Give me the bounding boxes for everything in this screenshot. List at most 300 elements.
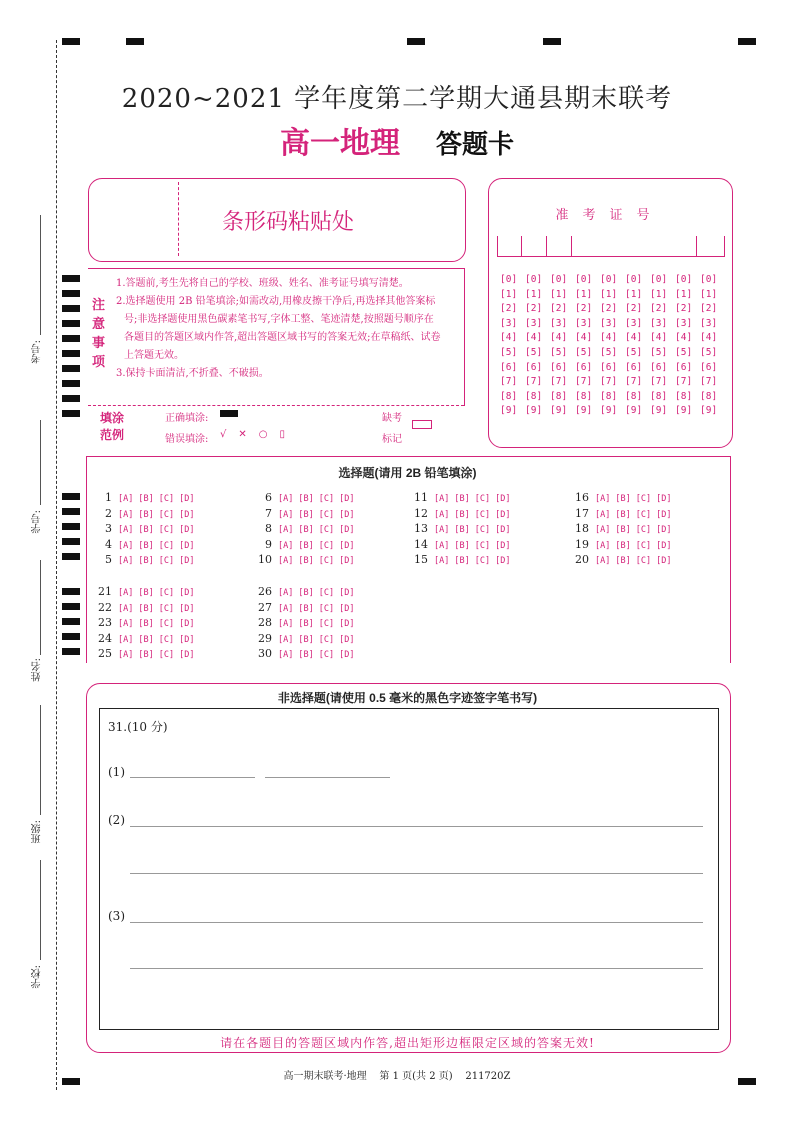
- mcq-question: [414, 491, 515, 504]
- option-bubble[interactable]: [A]: [118, 619, 134, 629]
- mcq-question: [98, 585, 199, 598]
- option-bubble[interactable]: [D]: [656, 494, 672, 504]
- id-digit-bubble[interactable]: [8]: [625, 390, 643, 402]
- id-digit-bubble[interactable]: [6]: [675, 361, 693, 373]
- option-bubble[interactable]: [A]: [278, 588, 294, 598]
- option-bubble[interactable]: [C]: [474, 525, 491, 535]
- option-bubble[interactable]: [A]: [118, 634, 134, 645]
- id-digit-bubble[interactable]: [5]: [575, 347, 593, 358]
- timing-mark: [62, 538, 80, 545]
- option-bubble[interactable]: [A]: [118, 603, 134, 614]
- timing-mark: [126, 38, 144, 45]
- option-bubble[interactable]: [B]: [298, 603, 314, 614]
- note-item: 1.答题前,考生先将自己的学校、班级、姓名、准考证号填写清楚。: [116, 278, 409, 289]
- id-digit-bubble[interactable]: [3]: [625, 317, 643, 329]
- option-bubble[interactable]: [B]: [298, 494, 314, 504]
- id-digit-bubble[interactable]: [7]: [525, 376, 543, 388]
- notes-heading-char: 事: [92, 336, 106, 351]
- option-bubble[interactable]: [B]: [298, 509, 314, 520]
- id-digit-bubble[interactable]: [8]: [500, 390, 518, 402]
- id-digit-bubble[interactable]: [0]: [550, 274, 568, 285]
- timing-mark: [62, 38, 80, 45]
- option-bubble[interactable]: [D]: [656, 556, 672, 566]
- id-column-divider: [521, 236, 522, 256]
- option-bubble[interactable]: [B]: [298, 540, 314, 551]
- timing-mark: [62, 320, 80, 327]
- id-digit-bubble[interactable]: [1]: [500, 288, 518, 300]
- option-bubble[interactable]: [C]: [318, 619, 335, 629]
- option-bubble[interactable]: [C]: [474, 556, 491, 566]
- notes-heading-char: 项: [92, 355, 106, 370]
- id-digit-bubble[interactable]: [9]: [625, 405, 643, 417]
- id-digit-bubble[interactable]: [7]: [700, 376, 718, 388]
- id-digit-bubble[interactable]: [3]: [600, 317, 618, 329]
- option-bubble[interactable]: [C]: [158, 650, 175, 660]
- id-digit-bubble[interactable]: [6]: [625, 361, 643, 373]
- option-bubble[interactable]: [D]: [656, 509, 672, 520]
- option-bubble[interactable]: [B]: [138, 540, 154, 551]
- answer-line[interactable]: [265, 777, 390, 778]
- id-digit-bubble[interactable]: [2]: [650, 303, 668, 315]
- id-digit-bubble[interactable]: [1]: [675, 288, 693, 300]
- id-digit-bubble[interactable]: [9]: [525, 405, 543, 417]
- id-digit-bubble[interactable]: [6]: [575, 361, 593, 373]
- mcq-question: [258, 601, 359, 614]
- id-digit-bubble[interactable]: [9]: [575, 405, 593, 417]
- id-column-divider: [546, 236, 547, 256]
- id-digit-bubble[interactable]: [1]: [650, 288, 668, 300]
- id-digit-bubble[interactable]: [8]: [525, 390, 543, 402]
- timing-mark: [62, 275, 80, 282]
- mcq-question: [575, 491, 676, 504]
- option-bubble[interactable]: [C]: [158, 603, 175, 614]
- option-bubble[interactable]: [B]: [138, 619, 154, 629]
- question-number: 4: [105, 537, 112, 551]
- id-digit-bubble[interactable]: [1]: [700, 288, 718, 300]
- id-digit-bubble[interactable]: [0]: [675, 274, 693, 285]
- option-bubble[interactable]: [A]: [278, 556, 294, 566]
- option-bubble[interactable]: [C]: [318, 556, 335, 566]
- option-bubble[interactable]: [A]: [434, 556, 450, 566]
- id-digit-bubble[interactable]: [2]: [525, 303, 543, 315]
- id-digit-bubble[interactable]: [7]: [550, 376, 568, 388]
- option-bubble[interactable]: [D]: [656, 540, 672, 551]
- option-bubble[interactable]: [C]: [158, 619, 175, 629]
- option-bubble[interactable]: [D]: [179, 619, 195, 629]
- option-bubble[interactable]: [D]: [179, 494, 195, 504]
- timing-mark: [62, 553, 80, 560]
- option-bubble[interactable]: [B]: [138, 634, 154, 645]
- option-bubble[interactable]: [B]: [298, 634, 314, 645]
- timing-mark: [543, 38, 561, 45]
- timing-mark: [62, 350, 80, 357]
- id-digit-bubble[interactable]: [7]: [500, 376, 518, 388]
- option-bubble[interactable]: [D]: [339, 556, 355, 566]
- option-bubble[interactable]: [C]: [318, 525, 335, 535]
- timing-mark: [62, 380, 80, 387]
- id-digit-bubble[interactable]: [0]: [575, 274, 593, 285]
- absent-label: 缺考: [382, 413, 402, 424]
- partial-icon: ▯: [279, 429, 298, 440]
- option-bubble[interactable]: [B]: [454, 556, 470, 566]
- option-bubble[interactable]: [B]: [138, 509, 154, 520]
- option-bubble[interactable]: [D]: [179, 540, 195, 551]
- option-bubble[interactable]: [A]: [278, 650, 294, 660]
- id-digit-bubble[interactable]: [8]: [575, 390, 593, 402]
- id-digit-bubble[interactable]: [5]: [525, 347, 543, 358]
- option-bubble[interactable]: [B]: [615, 509, 631, 520]
- option-bubble[interactable]: [A]: [595, 494, 611, 504]
- id-digit-bubble[interactable]: [3]: [550, 317, 568, 329]
- side-line: [40, 420, 41, 505]
- side-label-class: 班级:: [32, 820, 43, 844]
- answer-line[interactable]: [130, 777, 255, 778]
- id-digit-bubble[interactable]: [9]: [500, 405, 518, 417]
- id-digit-bubble[interactable]: [5]: [675, 347, 693, 358]
- id-digit-bubble[interactable]: [8]: [600, 390, 618, 402]
- option-bubble[interactable]: [D]: [179, 509, 195, 520]
- answer-line[interactable]: [130, 922, 703, 923]
- option-bubble[interactable]: [C]: [635, 556, 652, 566]
- correct-fill-label: 正确填涂:: [165, 413, 209, 424]
- option-bubble[interactable]: [C]: [318, 540, 335, 551]
- id-digit-bubble[interactable]: [9]: [650, 405, 668, 417]
- wrong-fill-label: 错误填涂:: [165, 434, 209, 445]
- option-bubble[interactable]: [D]: [179, 650, 195, 660]
- question-number: 22: [98, 600, 112, 614]
- option-bubble[interactable]: [C]: [635, 540, 652, 551]
- id-digit-bubble[interactable]: [7]: [625, 376, 643, 388]
- option-bubble[interactable]: [D]: [179, 634, 195, 645]
- id-digit-bubble[interactable]: [6]: [550, 361, 568, 373]
- option-bubble[interactable]: [A]: [118, 540, 134, 551]
- id-digit-bubble[interactable]: [1]: [550, 288, 568, 300]
- option-bubble[interactable]: [A]: [595, 525, 611, 535]
- mcq-question: [98, 553, 199, 566]
- option-bubble[interactable]: [A]: [434, 509, 450, 520]
- option-bubble[interactable]: [D]: [495, 556, 511, 566]
- option-bubble[interactable]: [A]: [278, 634, 294, 645]
- option-bubble[interactable]: [B]: [454, 525, 470, 535]
- id-column-divider: [571, 236, 572, 256]
- option-bubble[interactable]: [C]: [318, 588, 335, 598]
- option-bubble[interactable]: [C]: [318, 650, 335, 660]
- timing-mark: [62, 410, 80, 417]
- option-bubble[interactable]: [D]: [339, 634, 355, 645]
- option-bubble[interactable]: [B]: [298, 556, 314, 566]
- option-bubble[interactable]: [D]: [179, 588, 195, 598]
- id-digit-bubble[interactable]: [2]: [550, 303, 568, 315]
- option-bubble[interactable]: [D]: [339, 619, 355, 629]
- id-digit-bubble[interactable]: [9]: [675, 405, 693, 417]
- id-digit-bubble[interactable]: [6]: [525, 361, 543, 373]
- mcq-question: [98, 491, 199, 504]
- answer-line[interactable]: [130, 826, 703, 827]
- option-bubble[interactable]: [A]: [434, 525, 450, 535]
- option-bubble[interactable]: [C]: [158, 509, 175, 520]
- timing-mark: [62, 603, 80, 610]
- id-digit-bubble[interactable]: [2]: [500, 303, 518, 315]
- option-bubble[interactable]: [D]: [495, 525, 511, 535]
- circle-icon: ○: [258, 429, 280, 440]
- id-digit-bubble[interactable]: [5]: [650, 347, 668, 358]
- timing-mark: [62, 395, 80, 402]
- option-bubble[interactable]: [C]: [318, 494, 335, 504]
- id-digit-bubble[interactable]: [7]: [600, 376, 618, 388]
- option-bubble[interactable]: [C]: [158, 540, 175, 551]
- option-bubble[interactable]: [B]: [298, 650, 314, 660]
- option-bubble[interactable]: [C]: [158, 588, 175, 598]
- id-digit-bubble[interactable]: [0]: [525, 274, 543, 285]
- id-digit-bubble[interactable]: [2]: [600, 303, 618, 315]
- option-bubble[interactable]: [A]: [595, 509, 611, 520]
- id-digit-bubble[interactable]: [6]: [700, 361, 718, 373]
- option-bubble[interactable]: [D]: [339, 540, 355, 551]
- id-digit-bubble[interactable]: [4]: [625, 332, 643, 344]
- question-number: 20: [575, 553, 589, 566]
- option-bubble[interactable]: [A]: [118, 509, 134, 520]
- option-bubble[interactable]: [A]: [118, 494, 134, 504]
- id-digit-bubble[interactable]: [4]: [575, 332, 593, 344]
- option-bubble[interactable]: [C]: [318, 509, 335, 520]
- q31-part1-label: (1): [108, 765, 125, 779]
- option-bubble[interactable]: [A]: [278, 603, 294, 614]
- option-bubble[interactable]: [D]: [179, 603, 195, 614]
- id-digit-bubble[interactable]: [7]: [650, 376, 668, 388]
- mcq-question: [575, 507, 676, 520]
- mcq-question: [414, 507, 515, 520]
- id-digit-bubble[interactable]: [0]: [650, 274, 668, 285]
- option-bubble[interactable]: [C]: [474, 494, 491, 504]
- id-digit-bubble[interactable]: [6]: [500, 361, 518, 373]
- id-digit-bubble[interactable]: [4]: [675, 332, 693, 344]
- id-digit-bubble[interactable]: [3]: [500, 317, 518, 329]
- question-number: 17: [575, 506, 589, 520]
- question-number: 19: [575, 537, 589, 551]
- mcq-question: [575, 522, 676, 535]
- id-digit-bubble[interactable]: [4]: [525, 332, 543, 344]
- option-bubble[interactable]: [D]: [179, 525, 195, 535]
- option-bubble[interactable]: [B]: [615, 525, 631, 535]
- wrong-fill-marks: [220, 429, 297, 440]
- option-bubble[interactable]: [D]: [339, 603, 355, 614]
- option-bubble[interactable]: [B]: [454, 509, 470, 520]
- id-digit-bubble[interactable]: [3]: [675, 317, 693, 329]
- mcq-question: [258, 507, 359, 520]
- option-bubble[interactable]: [B]: [138, 525, 154, 535]
- note-item: 号;非选择题使用黑色碳素笔书写,字体工整、笔迹清楚,按照题号顺序在: [124, 314, 434, 325]
- option-bubble[interactable]: [C]: [158, 494, 175, 504]
- question-number: 3: [105, 522, 112, 535]
- cross-icon: ✕: [238, 429, 259, 440]
- option-bubble[interactable]: [B]: [138, 494, 154, 504]
- timing-mark: [738, 38, 756, 45]
- option-bubble[interactable]: [C]: [474, 509, 491, 520]
- id-digit-bubble[interactable]: [5]: [600, 347, 618, 358]
- question-number: 26: [258, 585, 272, 598]
- side-line: [40, 860, 41, 960]
- side-label-student-no: 学号:: [32, 510, 43, 534]
- option-bubble[interactable]: [C]: [635, 509, 652, 520]
- id-digit-bubble[interactable]: [8]: [700, 390, 718, 402]
- option-bubble[interactable]: [D]: [179, 556, 195, 566]
- option-bubble[interactable]: [D]: [339, 509, 355, 520]
- id-digit-bubble[interactable]: [4]: [500, 332, 518, 344]
- id-digit-bubble[interactable]: [5]: [625, 347, 643, 358]
- option-bubble[interactable]: [A]: [118, 650, 134, 660]
- option-bubble[interactable]: [B]: [615, 494, 631, 504]
- barcode-label: 条形码粘贴处: [222, 210, 355, 235]
- mcq-question: [258, 647, 359, 660]
- option-bubble[interactable]: [A]: [278, 540, 294, 551]
- id-digit-bubble[interactable]: [1]: [625, 288, 643, 300]
- id-digit-bubble[interactable]: [5]: [700, 347, 718, 358]
- option-bubble[interactable]: [C]: [158, 556, 175, 566]
- option-bubble[interactable]: [A]: [434, 494, 450, 504]
- id-digit-bubble[interactable]: [3]: [575, 317, 593, 329]
- question-number: 8: [265, 522, 272, 535]
- option-bubble[interactable]: [C]: [318, 603, 335, 614]
- id-digit-bubble[interactable]: [8]: [650, 390, 668, 402]
- id-digit-bubble[interactable]: [7]: [675, 376, 693, 388]
- option-bubble[interactable]: [C]: [158, 634, 175, 645]
- option-bubble[interactable]: [D]: [495, 540, 511, 551]
- mcq-question: [98, 538, 199, 551]
- id-digit-bubble[interactable]: [4]: [550, 332, 568, 344]
- side-label-exam-no: 考号:: [32, 340, 43, 364]
- option-bubble[interactable]: [A]: [278, 525, 294, 535]
- mcq-question: [414, 553, 515, 566]
- exam-id-title: 准考证号: [555, 208, 664, 223]
- option-bubble[interactable]: [B]: [615, 556, 631, 566]
- id-digit-bubble[interactable]: [1]: [525, 288, 543, 300]
- id-digit-bubble[interactable]: [3]: [700, 317, 718, 329]
- id-digit-bubble[interactable]: [5]: [550, 347, 568, 358]
- option-bubble[interactable]: [D]: [339, 588, 355, 598]
- question-number: 13: [414, 522, 428, 535]
- id-digit-bubble[interactable]: [4]: [650, 332, 668, 344]
- option-bubble[interactable]: [C]: [318, 634, 335, 645]
- option-bubble[interactable]: [A]: [595, 540, 611, 551]
- option-bubble[interactable]: [B]: [298, 525, 314, 535]
- id-digit-bubble[interactable]: [1]: [600, 288, 618, 300]
- id-digit-bubble[interactable]: [2]: [575, 303, 593, 315]
- mcq-question: [98, 601, 199, 614]
- question-number: 23: [98, 616, 112, 629]
- id-digit-bubble[interactable]: [0]: [625, 274, 643, 285]
- id-digit-bubble[interactable]: [1]: [575, 288, 593, 300]
- notes-text: [116, 275, 461, 383]
- option-bubble[interactable]: [A]: [434, 540, 450, 551]
- option-bubble[interactable]: [B]: [298, 588, 314, 598]
- id-digit-bubble[interactable]: [3]: [525, 317, 543, 329]
- option-bubble[interactable]: [C]: [158, 525, 175, 535]
- option-bubble[interactable]: [A]: [278, 494, 294, 504]
- side-line: [40, 560, 41, 655]
- side-label-name: 姓名:: [32, 658, 43, 682]
- option-bubble[interactable]: [D]: [339, 525, 355, 535]
- id-digit-bubble[interactable]: [3]: [650, 317, 668, 329]
- option-bubble[interactable]: [A]: [118, 525, 134, 535]
- option-bubble[interactable]: [B]: [138, 603, 154, 614]
- id-digit-bubble[interactable]: [9]: [550, 405, 568, 417]
- fill-example-label: [100, 410, 124, 444]
- option-bubble[interactable]: [C]: [635, 494, 652, 504]
- mcq-question: [98, 616, 199, 629]
- question-number: 12: [414, 506, 428, 520]
- note-item: 2.选择题使用 2B 铅笔填涂;如需改动,用橡皮擦干净后,再选择其他答案标: [116, 296, 436, 307]
- question-number: 21: [98, 585, 112, 598]
- option-bubble[interactable]: [B]: [615, 540, 631, 551]
- id-digit-bubble[interactable]: [9]: [600, 405, 618, 417]
- option-bubble[interactable]: [B]: [298, 619, 314, 629]
- id-digit-bubble[interactable]: [2]: [700, 303, 718, 315]
- timing-mark: [62, 523, 80, 530]
- option-bubble[interactable]: [D]: [656, 525, 672, 535]
- timing-mark: [62, 365, 80, 372]
- id-digit-bubble[interactable]: [8]: [550, 390, 568, 402]
- question-number: 7: [265, 506, 272, 520]
- bottom-note: 请在各题目的答题区域内作答,超出矩形边框限定区域的答案无效!: [220, 1036, 595, 1050]
- option-bubble[interactable]: [A]: [278, 509, 294, 520]
- option-bubble[interactable]: [B]: [138, 650, 154, 660]
- timing-mark: [62, 648, 80, 655]
- fill-label-a: 填涂: [100, 411, 125, 425]
- id-digit-bubble[interactable]: [8]: [675, 390, 693, 402]
- answer-frame[interactable]: [99, 708, 719, 1030]
- option-bubble[interactable]: [B]: [454, 494, 470, 504]
- mcq-question: [258, 491, 359, 504]
- question-number: 10: [258, 553, 272, 566]
- answer-line[interactable]: [130, 968, 703, 969]
- id-digit-bubble[interactable]: [4]: [700, 332, 718, 344]
- id-digit-bubble[interactable]: [4]: [600, 332, 618, 344]
- timing-mark: [62, 633, 80, 640]
- option-bubble[interactable]: [B]: [138, 556, 154, 566]
- option-bubble[interactable]: [A]: [118, 588, 134, 598]
- fill-example-row: [88, 405, 464, 450]
- id-digit-bubble[interactable]: [0]: [600, 274, 618, 285]
- option-bubble[interactable]: [B]: [454, 540, 470, 551]
- id-digit-bubble[interactable]: [7]: [575, 376, 593, 388]
- option-bubble[interactable]: [C]: [474, 540, 491, 551]
- absent-box[interactable]: [412, 420, 432, 429]
- q31-part2-label: (2): [108, 813, 125, 827]
- id-digit-bubble[interactable]: [5]: [500, 347, 518, 358]
- id-digit-bubble[interactable]: [9]: [700, 405, 718, 417]
- id-digit-bubble[interactable]: [0]: [500, 274, 518, 285]
- side-label-school: 学校:: [32, 965, 43, 989]
- id-digit-bubble[interactable]: [6]: [650, 361, 668, 373]
- option-bubble[interactable]: [D]: [495, 494, 511, 504]
- answer-line[interactable]: [130, 873, 703, 874]
- id-digit-bubble[interactable]: [2]: [625, 303, 643, 315]
- option-bubble[interactable]: [A]: [118, 556, 134, 566]
- option-bubble[interactable]: [A]: [595, 556, 611, 566]
- id-digit-bubble[interactable]: [6]: [600, 361, 618, 373]
- id-digit-bubble[interactable]: [2]: [675, 303, 693, 315]
- option-bubble[interactable]: [C]: [635, 525, 652, 535]
- question-number: 27: [258, 600, 272, 614]
- note-item: 各题目的答题区域内作答,超出答题区域书写的答案无效;在草稿纸、试卷: [124, 332, 441, 343]
- timing-mark: [62, 290, 80, 297]
- option-bubble[interactable]: [D]: [339, 650, 355, 660]
- option-bubble[interactable]: [D]: [339, 494, 355, 504]
- id-digit-bubble[interactable]: [0]: [700, 274, 718, 285]
- option-bubble[interactable]: [B]: [138, 588, 154, 598]
- option-bubble[interactable]: [A]: [278, 619, 294, 629]
- option-bubble[interactable]: [D]: [495, 509, 511, 520]
